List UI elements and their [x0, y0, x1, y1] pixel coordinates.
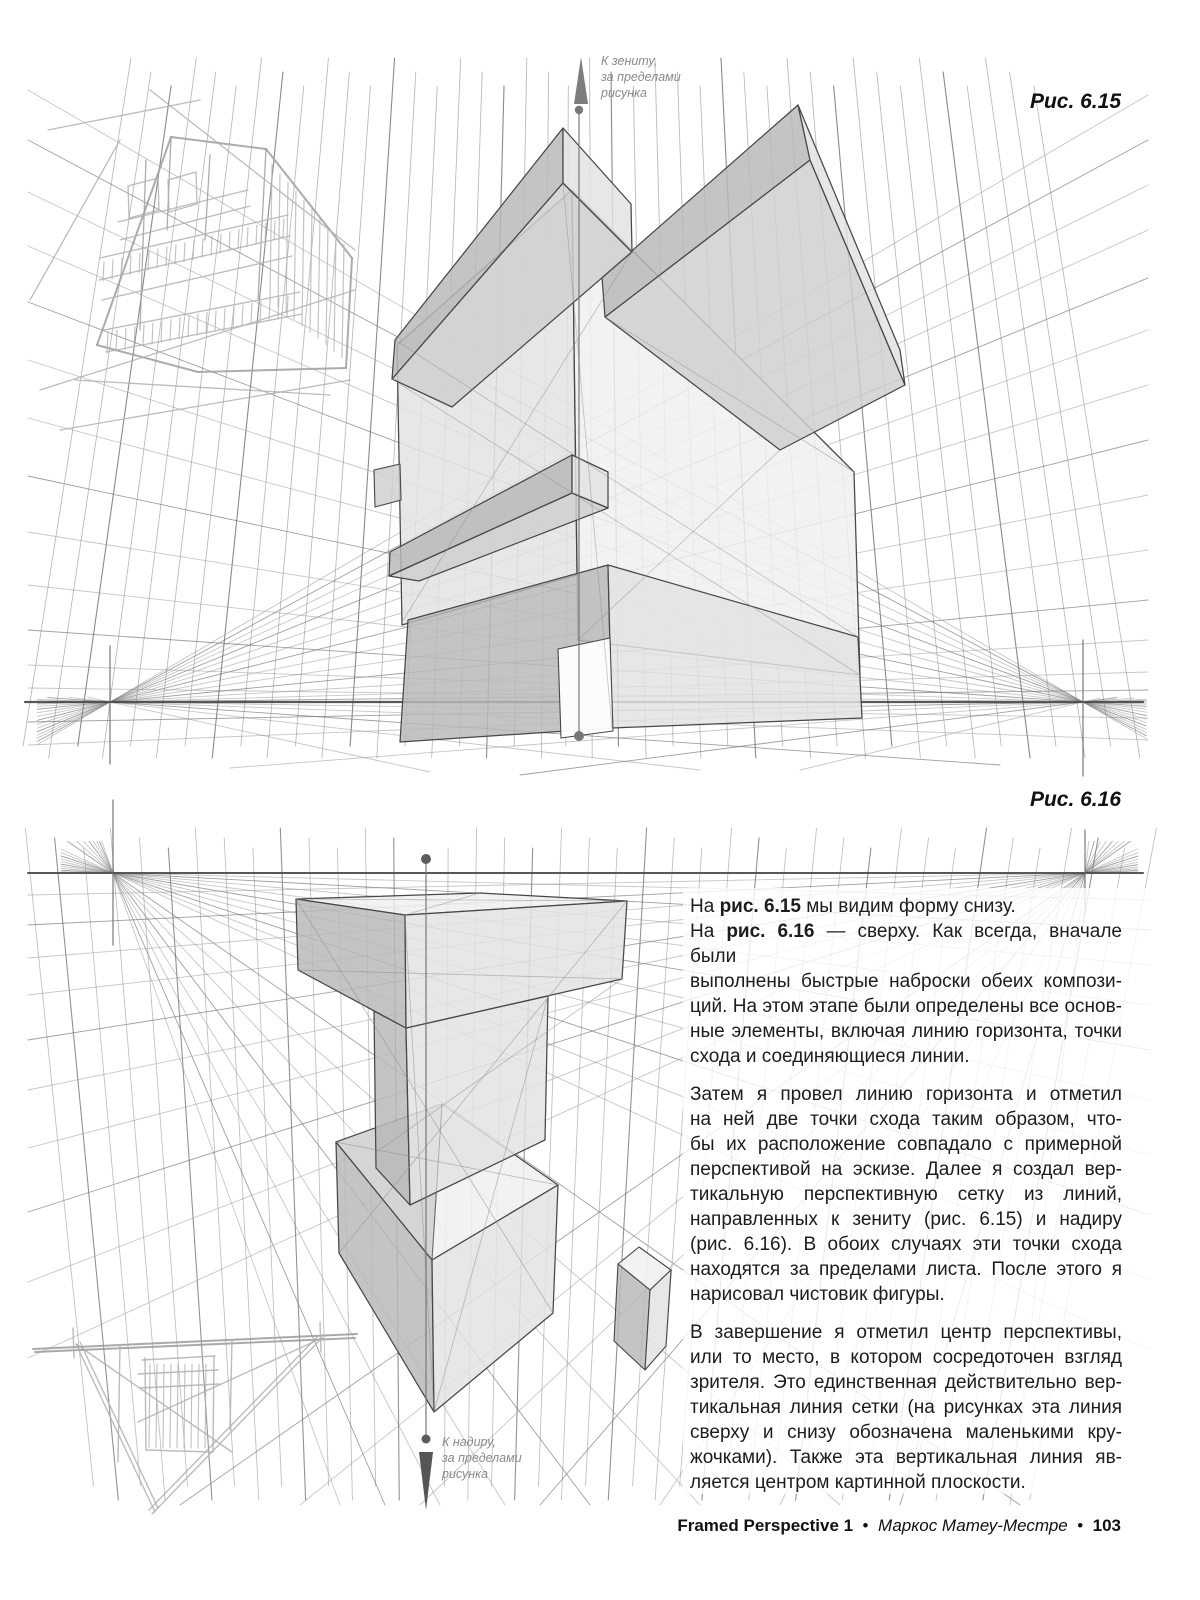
- zenith-arrow-icon: [574, 57, 588, 104]
- text-line: жочками). Также эта вертикальная линия яв-: [690, 1447, 1122, 1468]
- text-line: бы их расположение совпадало с примерной: [690, 1134, 1122, 1155]
- footer-separator: •: [853, 1516, 878, 1535]
- text-line: направленных к зениту (рис. 6.15) и надиру: [690, 1209, 1122, 1230]
- thumbnail-sketch-6-15: [30, 90, 355, 430]
- text-line: В завершение я отметил центр перспективы,: [690, 1322, 1122, 1343]
- text-line: на ней две точки схода таким образом, что-: [690, 1109, 1122, 1130]
- text-line: На рис. 6.15 мы видим форму снизу.: [690, 896, 1016, 917]
- text-line: зрителя. Это единственная действительно вер-: [690, 1372, 1122, 1393]
- text-line: тикальная линия сетки (на рисунках эта линия: [690, 1397, 1122, 1418]
- nadir-label-line: за пределами: [442, 1451, 522, 1465]
- footer-book-title: Framed Perspective 1: [677, 1516, 854, 1535]
- footer-page-number: 103: [1092, 1516, 1121, 1535]
- text-line: нарисовал чистовик фигуры.: [690, 1284, 945, 1305]
- body-paragraph: [690, 1320, 1122, 1495]
- page-footer: [658, 1496, 1121, 1556]
- text-line: или то место, в котором сосредоточен взгляд: [690, 1347, 1122, 1368]
- text-line: тикальную перспективную сетку из линий,: [690, 1184, 1122, 1205]
- center-dot-bottom-6-15: [574, 731, 584, 741]
- nadir-label-line: К надиру,: [442, 1435, 496, 1449]
- text-line: находятся за пределами листа. После этого я: [690, 1259, 1122, 1280]
- text-line: перспективой на эскизе. Далее я создал вер-: [690, 1159, 1122, 1180]
- body-text: [690, 894, 1122, 1508]
- text-line: (рис. 6.16). В обоих случаях эти точки схода: [690, 1234, 1122, 1255]
- center-dot-top-6-15: [575, 106, 583, 114]
- footer-separator: •: [1067, 1516, 1093, 1535]
- figure-caption-6-16: Рис. 6.16: [1029, 788, 1121, 811]
- nadir-label-line: рисунка: [442, 1467, 488, 1481]
- text-line: Затем я провел линию горизонта и отметил: [690, 1084, 1122, 1105]
- nadir-arrow-icon: [419, 1452, 433, 1510]
- body-paragraph: [690, 894, 1122, 1069]
- text-line: выполнены быстрые наброски обеих компози-: [690, 971, 1122, 992]
- text-line: ций. На этом этапе были определены все основ-: [690, 996, 1122, 1017]
- zenith-label-line: рисунка: [601, 86, 647, 100]
- text-line: На рис. 6.16 — сверху. Как всегда, вначале были: [690, 921, 1122, 967]
- figure-caption-6-15: Рис. 6.15: [1029, 90, 1121, 113]
- zenith-label-line: за пределами: [601, 70, 681, 84]
- zenith-label-line: К зениту,: [601, 54, 658, 68]
- body-paragraph: [690, 1082, 1122, 1307]
- footer-author: Маркос Матеу-Местре: [877, 1516, 1068, 1535]
- building-form-6-15: [374, 105, 905, 742]
- center-dot-top-6-16: [421, 854, 431, 864]
- text-line: ные элементы, включая линию горизонта, точки: [690, 1021, 1122, 1042]
- text-line: сверху и снизу обозначена маленькими кру-: [690, 1422, 1122, 1443]
- text-line: ляется центром картинной плоскости.: [690, 1472, 1026, 1493]
- text-line: схода и соединяющиеся линии.: [690, 1046, 970, 1067]
- zenith-label: [601, 53, 681, 101]
- nadir-label: [442, 1434, 522, 1482]
- center-dot-bottom-6-16: [422, 1435, 431, 1444]
